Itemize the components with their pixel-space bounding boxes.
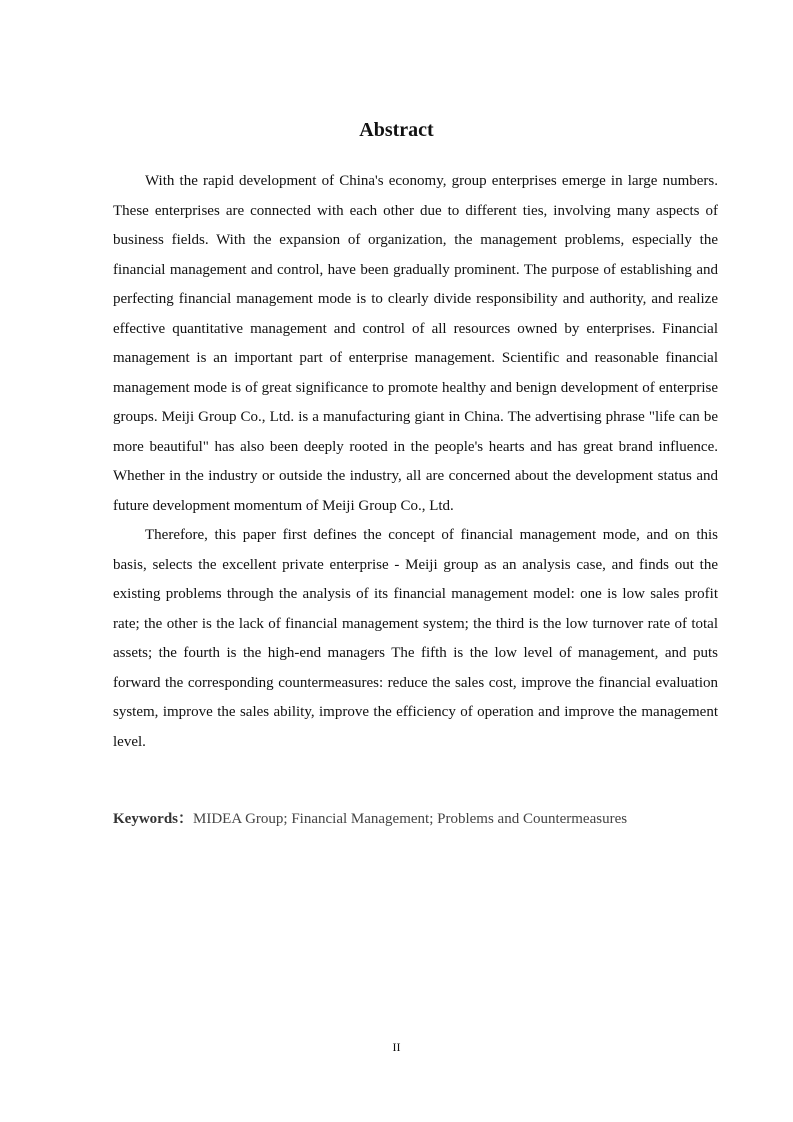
page-number: II xyxy=(392,1040,401,1054)
abstract-paragraph-1: With the rapid development of China's economy, group enterprises emerge in large numbers. These enterprises are connected with each other due to different ties, involving many aspects of business fields. With the expansion of organization, the management problems, especially the financial management and control, have been gradually prominent. The purpose of establishing and perfecting financial management mode is to clearly divide responsibility and authority, and realize effective quantitative management and control of all resources owned by enterprises. Financial management is an important part of enterprise management. Scientific and reasonable financial management mode is of great significance to promote healthy and benign development of enterprise groups. Meiji Group Co., Ltd. is a manufacturing giant in China. The advertising phrase "life can be more beautiful" has also been deeply rooted in the people's hearts and has great brand influence. Whether in the industry or outside the industry, all are concerned about the development status and future development momentum of Meiji Group Co., Ltd. xyxy=(113,173,718,514)
keywords-label: Keywords： xyxy=(113,811,193,827)
keywords-text: MIDEA Group; Financial Management; Problems and Countermeasures xyxy=(193,811,628,827)
abstract-paragraph-2: Therefore, this paper first defines the concept of financial management mode, and on this basis, selects the excellent private enterprise - Meiji group as an analysis case, and finds out the existing problems through the analysis of its financial management model: one is low sales profit rate; the other is the lack of financial management system; the third is the low turnover rate of total assets; the fourth is the high-end managers The fifth is the low level of management, and puts forward the corresponding countermeasures: reduce the sales cost, improve the financial evaluation system, improve the sales ability, improve the efficiency of operation and improve the management level. xyxy=(113,527,718,750)
abstract-title: Abstract xyxy=(359,119,434,141)
abstract-body xyxy=(113,167,718,757)
keywords-line xyxy=(113,807,718,831)
